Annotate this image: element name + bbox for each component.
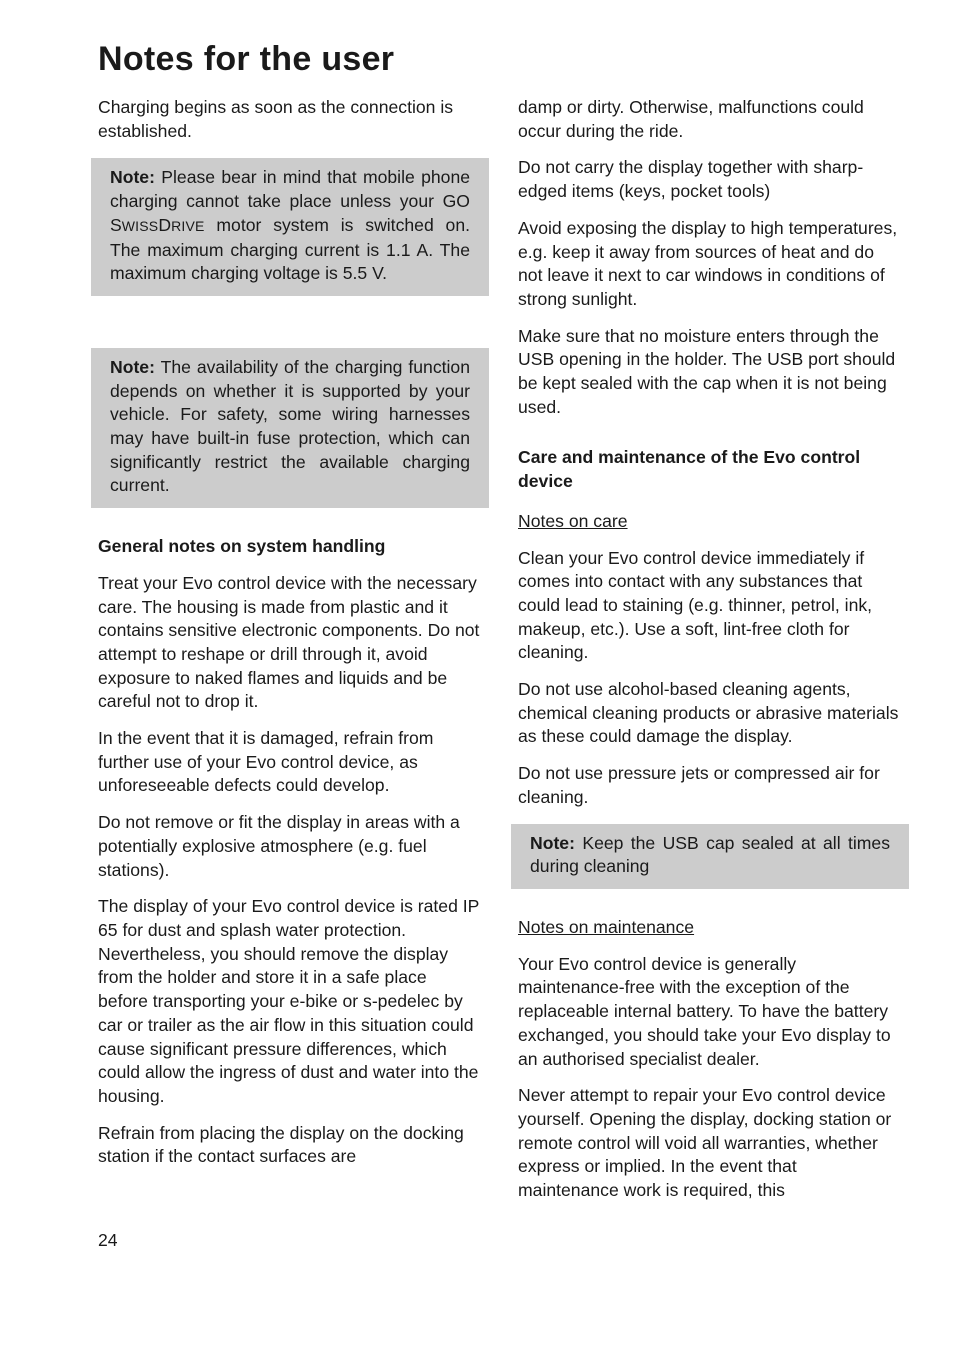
brand-letter: S [110, 214, 122, 235]
paragraph: damp or dirty. Otherwise, malfunctions could occur during the ride. [518, 97, 864, 141]
note-text-part-b: motor system is switched on. The maximum charging current is 1.1 A. The maximum charging voltage is 5.5 V. [110, 214, 471, 284]
note-text [110, 356, 470, 498]
note-text-part-a: Please bear in mind that mobile phone charging cannot take place unless your GO [110, 167, 471, 212]
brand-smallcaps: RIVE [171, 217, 205, 234]
paragraph: Avoid exposing the display to high temperatures, e.g. keep it away from sources of heat and do not leave it next to car windows in conditions of strong sunlight. [518, 217, 898, 309]
note-box-charging-availability [91, 348, 489, 508]
section-heading-general-notes: General notes on system handling [98, 536, 386, 557]
paragraph: Do not use pressure jets or compressed air for cleaning. [518, 763, 880, 807]
paragraph: Do not use alcohol-based cleaning agents, chemical cleaning products or abrasive materials as these could damage the display. [518, 679, 899, 747]
note-label: Note: [110, 167, 155, 188]
note-text [530, 832, 890, 879]
paragraph: The display of your Evo control device is rated IP 65 for dust and splash water protection. Nevertheless, you should remove the display from the holder and store it in a safe place before transporting your e-bike or s-pedelec by car or trailer as the air flow in this situation could cause significant pressure differences, which could allow the ingress of dust and water into the housing. [98, 896, 480, 1106]
note-label: Note: [110, 356, 155, 377]
paragraph: Make sure that no moisture enters through the USB opening in the holder. The USB port should be kept sealed with the cap when it is not being used. [518, 325, 896, 417]
left-column [98, 96, 480, 1182]
note-text-body: The availability of the charging function depends on whether it is supported by your vehicle. For safety, some wiring harnesses may have built-in fuse protection, which can significantly restrict the available charging current. [110, 356, 470, 496]
subheading-notes-on-care: Notes on care [518, 510, 628, 531]
note-box-mobile-charging [91, 158, 489, 296]
brand-name [110, 215, 205, 235]
intro-paragraph: Charging begins as soon as the connection is established. [98, 97, 454, 141]
paragraph: Treat your Evo control device with the necessary care. The housing is made from plastic and it contains sensitive electronic components. Do not attempt to reshape or drill through it, avoid exposure to naked flames and liquids and be careful not to drop it. [98, 572, 480, 712]
brand-letter: D [158, 214, 172, 235]
paragraph: Clean your Evo control device immediately if comes into contact with any substances that could lead to staining (e.g. thinner, petrol, ink, makeup, etc.). Use a soft, lint-free cloth for cleaning. [518, 547, 873, 663]
right-column [518, 96, 900, 1216]
note-text-body: Keep the USB cap sealed at all times during cleaning [530, 832, 891, 877]
brand-smallcaps: WISS [121, 217, 159, 234]
paragraph: Your Evo control device is generally maintenance-free with the exception of the replaceable internal battery. To have the battery exchanged, you should take your Evo display to an authorised specialist dealer. [518, 953, 891, 1069]
paragraph: Never attempt to repair your Evo control device yourself. Opening the display, docking station or remote control will void all warranties, whether express or implied. In the event that maintenance work is required, this [518, 1085, 892, 1201]
subheading-notes-on-maintenance: Notes on maintenance [518, 916, 695, 937]
paragraph: Refrain from placing the display on the docking station if the contact surfaces are [98, 1122, 464, 1167]
note-box-usb-cap [511, 824, 909, 889]
page-title: Notes for the user [98, 40, 395, 78]
page-number: 24 [98, 1230, 118, 1250]
paragraph: In the event that it is damaged, refrain from further use of your Evo control device, as unforeseeable defects could develop. [98, 728, 434, 796]
paragraph: Do not carry the display together with sharp-edged items (keys, pocket tools) [518, 157, 864, 202]
note-label: Note: [530, 832, 575, 853]
note-text [110, 166, 470, 286]
paragraph: Do not remove or fit the display in areas with a potentially explosive atmosphere (e.g. fuel stations). [98, 812, 460, 880]
section-heading-care-maintenance: Care and maintenance of the Evo control device [518, 447, 861, 492]
